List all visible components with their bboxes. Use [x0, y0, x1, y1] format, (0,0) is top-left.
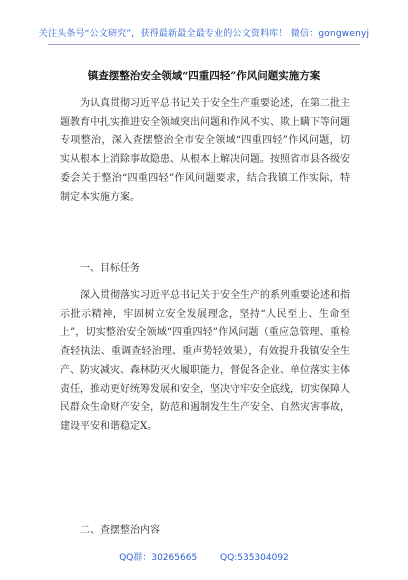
- footer-qq: QQ:535304092: [220, 553, 289, 563]
- document-title: 镇查摆整治安全领域“四重四轻”作风问题实施方案: [87, 70, 321, 82]
- header-divider: [48, 44, 360, 45]
- goals-paragraph: 深入贯彻落实习近平总书记关于安全生产的系列重要论述和指示批示精神，牢固树立安全发展理念，坚持“人民至上、生命至上”，切实整治安全领域“四重四轻”作风问题（重应急管理、重检查轻执法、重调查轻治理、重声势轻效果），有效提升我镇安全生产、防灾减灾、森林防灭火履职能力，督促各企业、单位落实主体责任，推动更好统筹发展和安全，坚决守牢安全底线，切实保障人民群众生命财产安全，防范和遏制发生生产安全、自然灾害事故，建设平安和谐稳定X。: [60, 290, 350, 432]
- intro-paragraph: 为认真贯彻习近平总书记关于安全生产重要论述，在第二批主题教育中扎实推进安全领域突出问题和作风不实、欺上瞒下等问题专项整治，深入查摆整治全市安全领域“四重四轻”作风问题，切实从根本上消除事故隐患、从根本上解决问题。按照省市县各级安委会关于整治“四重四轻”作风问题要求，结合我镇工作实际，特制定本实施方案。: [60, 98, 350, 203]
- header-banner: 关注头条号“公文研究”，获得最新最全最专业的公文资料库！ 微信：gongwenyj: [38, 29, 370, 39]
- footer-qq-group: QQ群：30265665: [119, 553, 198, 563]
- section-heading-goals: 一、目标任务: [80, 263, 140, 274]
- footer-contact: [0, 550, 408, 563]
- section-heading-content: 二、查摆整治内容: [80, 525, 160, 536]
